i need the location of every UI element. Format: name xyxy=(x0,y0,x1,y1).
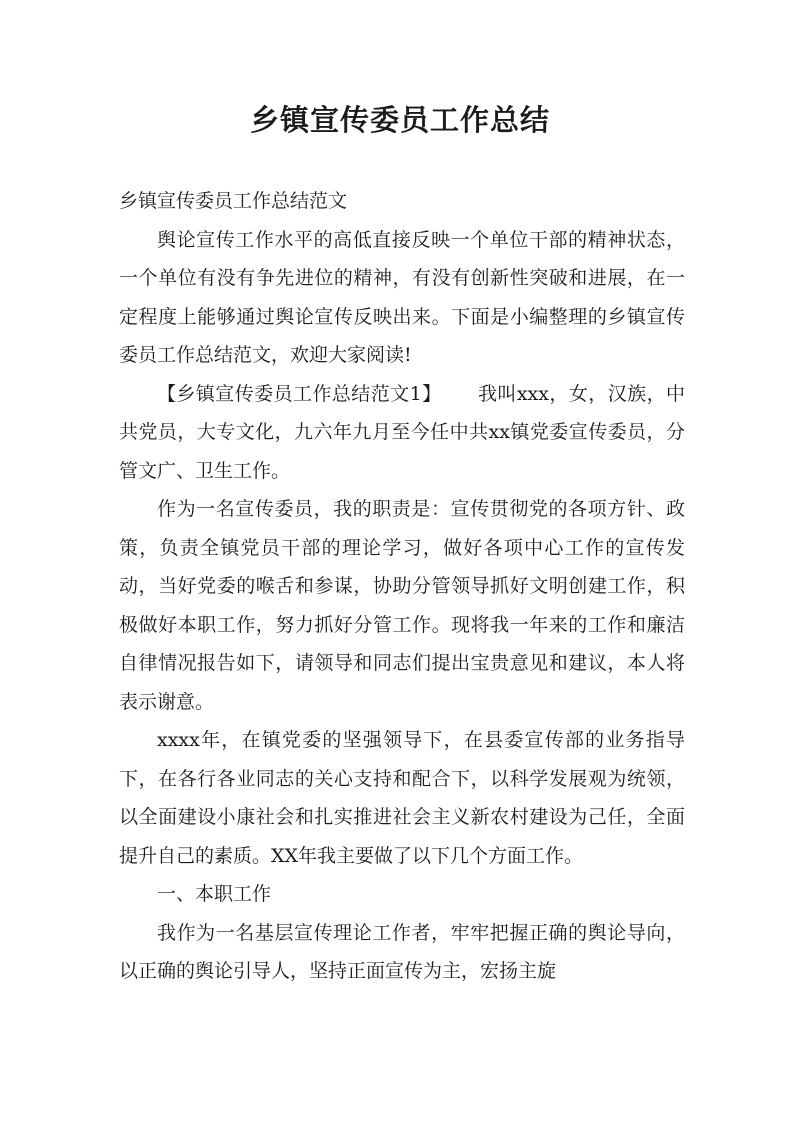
sample-heading: 【乡镇宣传委员工作总结范文1】 xyxy=(157,382,442,405)
intro-paragraph: 舆论宣传工作水平的高低直接反映一个单位干部的精神状态，一个单位有没有争先进位的精神，有没有创新性突破和进展，在一定程度上能够通过舆论宣传反映出来。下面是小编整理的乡镇宣传委员工作总结范文，欢迎大家阅读! xyxy=(119,228,685,366)
main-work-paragraph: 我作为一名基层宣传理论工作者，牢牢把握正确的舆论导向，以正确的舆论引导人，坚持正面宣传为主，宏扬主旋 xyxy=(119,921,685,982)
sample-intro-paragraph xyxy=(119,375,685,491)
year-summary-paragraph: xxxx年，在镇党委的坚强领导下，在县委宣传部的业务指导下，在各行各业同志的关心支持和配合下，以科学发展观为统领，以全面建设小康社会和扎实推进社会主义新农村建设为己任，全面提升自己的素质。XX年我主要做了以下几个方面工作。 xyxy=(119,729,685,867)
section-heading-main-work: 一、本职工作 xyxy=(157,883,272,905)
document-subtitle: 乡镇宣传委员工作总结范文 xyxy=(119,190,348,212)
document-body xyxy=(119,182,685,991)
sample-intro-text: 我叫xxx，女，汉族，中共党员，大专文化，九六年九月至今任中共xx镇党委宣传委员，分管文广、卫生工作。 xyxy=(119,382,685,482)
duty-paragraph: 作为一名宣传委员，我的职责是：宣传贯彻党的各项方针、政策，负责全镇党员干部的理论学习，做好各项中心工作的宣传发动，当好党委的喉舌和参谋，协助分管领导抓好文明创建工作，积极做好本职工作，努力抓好分管工作。现将我一年来的工作和廉洁自律情况报告如下，请领导和同志们提出宝贵意见和建议，本人将表示谢意。 xyxy=(119,498,685,713)
document-title: 乡镇宣传委员工作总结 xyxy=(249,103,550,137)
